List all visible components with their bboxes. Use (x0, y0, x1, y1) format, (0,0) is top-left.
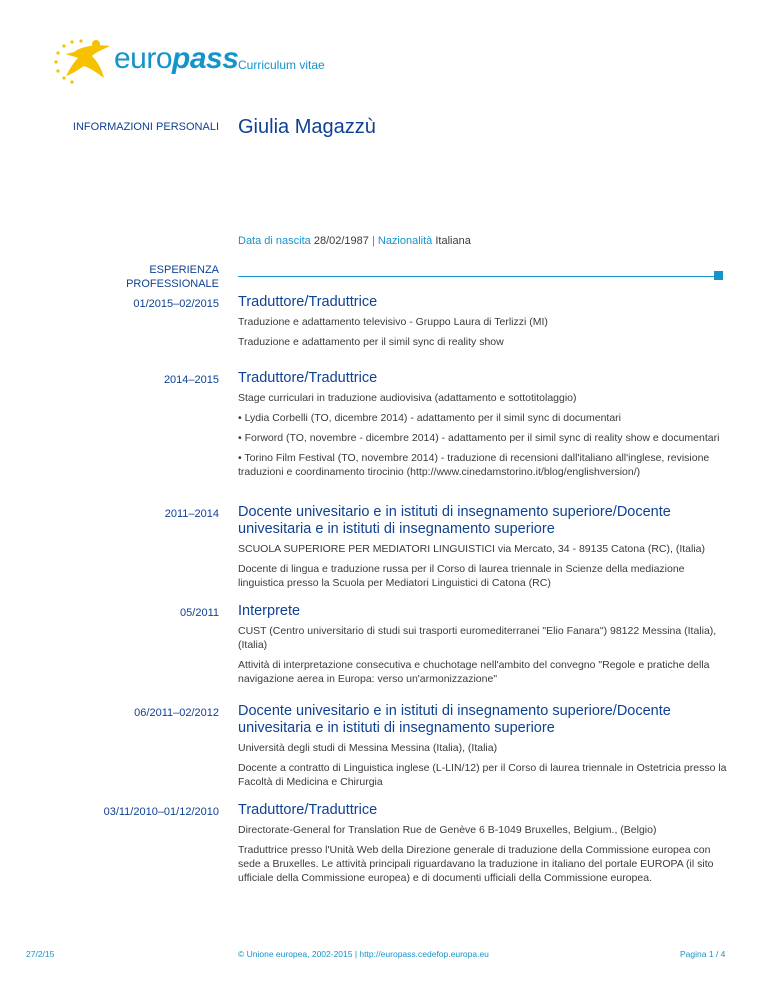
birth-date-value: 28/02/1987 (313, 235, 369, 247)
entry-title: Docente univesitario e in istituti di insegnamento superiore/Docente univesitaria e in istituti di insegnamento superiore (238, 504, 671, 537)
birth-date-label: Data di nascita (238, 235, 311, 247)
entry-line: Traduttrice presso l'Unità Web della Direzione generale di traduzione della Commissione europea con sede a Bruxelles. Le attività principali riguardavano la traduzione in italiano del portale EUROPA (il sito ufficiale della Commissione europea) e di documenti ufficiali della Commissione europea. (238, 844, 714, 884)
entry-date: 03/11/2010–01/12/2010 (103, 806, 219, 818)
europass-star-figure-icon (52, 36, 122, 86)
experience-section-label (60, 263, 219, 291)
entry-title: Traduttore/Traduttrice (238, 294, 378, 310)
entry-date: 2011–2014 (164, 508, 219, 520)
birth-nationality-line (238, 235, 471, 247)
europass-logo (52, 36, 252, 86)
logo-euro-text: euro (114, 42, 173, 75)
logo-pass-text: pass (172, 42, 239, 75)
entry-line: Docente a contratto di Linguistica inglese (L-LIN/12) per il Corso di laurea triennale in Ostetricia presso la Facoltà di Medicina e Chirurgia (238, 762, 727, 788)
entry-line: Docente di lingua e traduzione russa per il Corso di laurea triennale in Scienze della mediazione linguistica presso la Scuola per Mediatori Linguistici di Catona (RC) (238, 563, 685, 589)
entry-date: 01/2015–02/2015 (133, 298, 219, 310)
footer-date: 27/2/15 (26, 949, 55, 959)
entry-line: SCUOLA SUPERIORE PER MEDIATORI LINGUISTICI via Mercato, 34 - 89135 Catona (RC), (Italia) (238, 543, 705, 555)
nationality-label: Nazionalità (377, 235, 433, 247)
entry-line: Traduzione e adattamento televisivo - Gruppo Laura di Terlizzi (MI) (238, 316, 548, 328)
document-title: Curriculum vitae (238, 58, 325, 72)
entry-line: CUST (Centro universitario di studi sui trasporti euromediterranei "Elio Fanara") 98122 Messina (Italia), (Italia) (238, 625, 717, 651)
experience-label-line2: PROFESSIONALE (126, 278, 219, 290)
entry-line: Attività di interpretazione consecutiva e chuchotage nell'ambito del convegno "Regole e pratiche della navigazione aerea in Europa: verso un'armonizzazione" (238, 659, 710, 685)
experience-label-line1: ESPERIENZA (149, 264, 219, 276)
entry-title: Traduttore/Traduttrice (238, 802, 378, 818)
entry-title: Interprete (238, 603, 301, 619)
entry-title: Docente univesitario e in istituti di insegnamento superiore/Docente univesitaria e in istituti di insegnamento superiore (238, 703, 671, 736)
footer-copyright-link[interactable]: © Unione europea, 2002-2015 | http://europass.cedefop.europa.eu (238, 949, 489, 959)
person-name: Giulia Magazzù (238, 116, 376, 138)
entry-title: Traduttore/Traduttrice (238, 370, 378, 386)
entry-line: Traduzione e adattamento per il simil sync di reality show (238, 336, 504, 348)
europass-wordmark (114, 42, 238, 76)
entry-date: 2014–2015 (163, 374, 219, 386)
section-divider-line (238, 276, 714, 277)
nationality-value: Italiana (435, 235, 471, 247)
entry-line: • Forword (TO, novembre - dicembre 2014) - adattamento per il simil sync di reality show e documentari (238, 432, 720, 444)
personal-info-section-label: INFORMAZIONI PERSONALI (72, 121, 219, 133)
entry-date: 05/2011 (180, 607, 219, 619)
footer-page-number: Pagina 1 / 4 (680, 949, 726, 959)
entry-line: Università degli studi di Messina Messina (Italia), (Italia) (238, 742, 498, 754)
entry-line: Directorate-General for Translation Rue de Genève 6 B-1049 Bruxelles, Belgium., (Belgio) (238, 824, 657, 836)
entry-line: • Torino Film Festival (TO, novembre 2014) - traduzione di recensioni dall'italiano all'inglese, revisione traduzioni e coordinamento tirocinio (http://www.cinedamstorino.it/blog/englishversion/) (238, 452, 710, 478)
section-divider-square (714, 271, 723, 280)
entry-line: Stage curriculari in traduzione audiovisiva (adattamento e sottotitolaggio) (238, 392, 577, 404)
separator: | (371, 235, 375, 247)
entry-date: 06/2011–02/2012 (134, 707, 219, 719)
entry-line: • Lydia Corbelli (TO, dicembre 2014) - adattamento per il simil sync di documentari (238, 412, 622, 424)
